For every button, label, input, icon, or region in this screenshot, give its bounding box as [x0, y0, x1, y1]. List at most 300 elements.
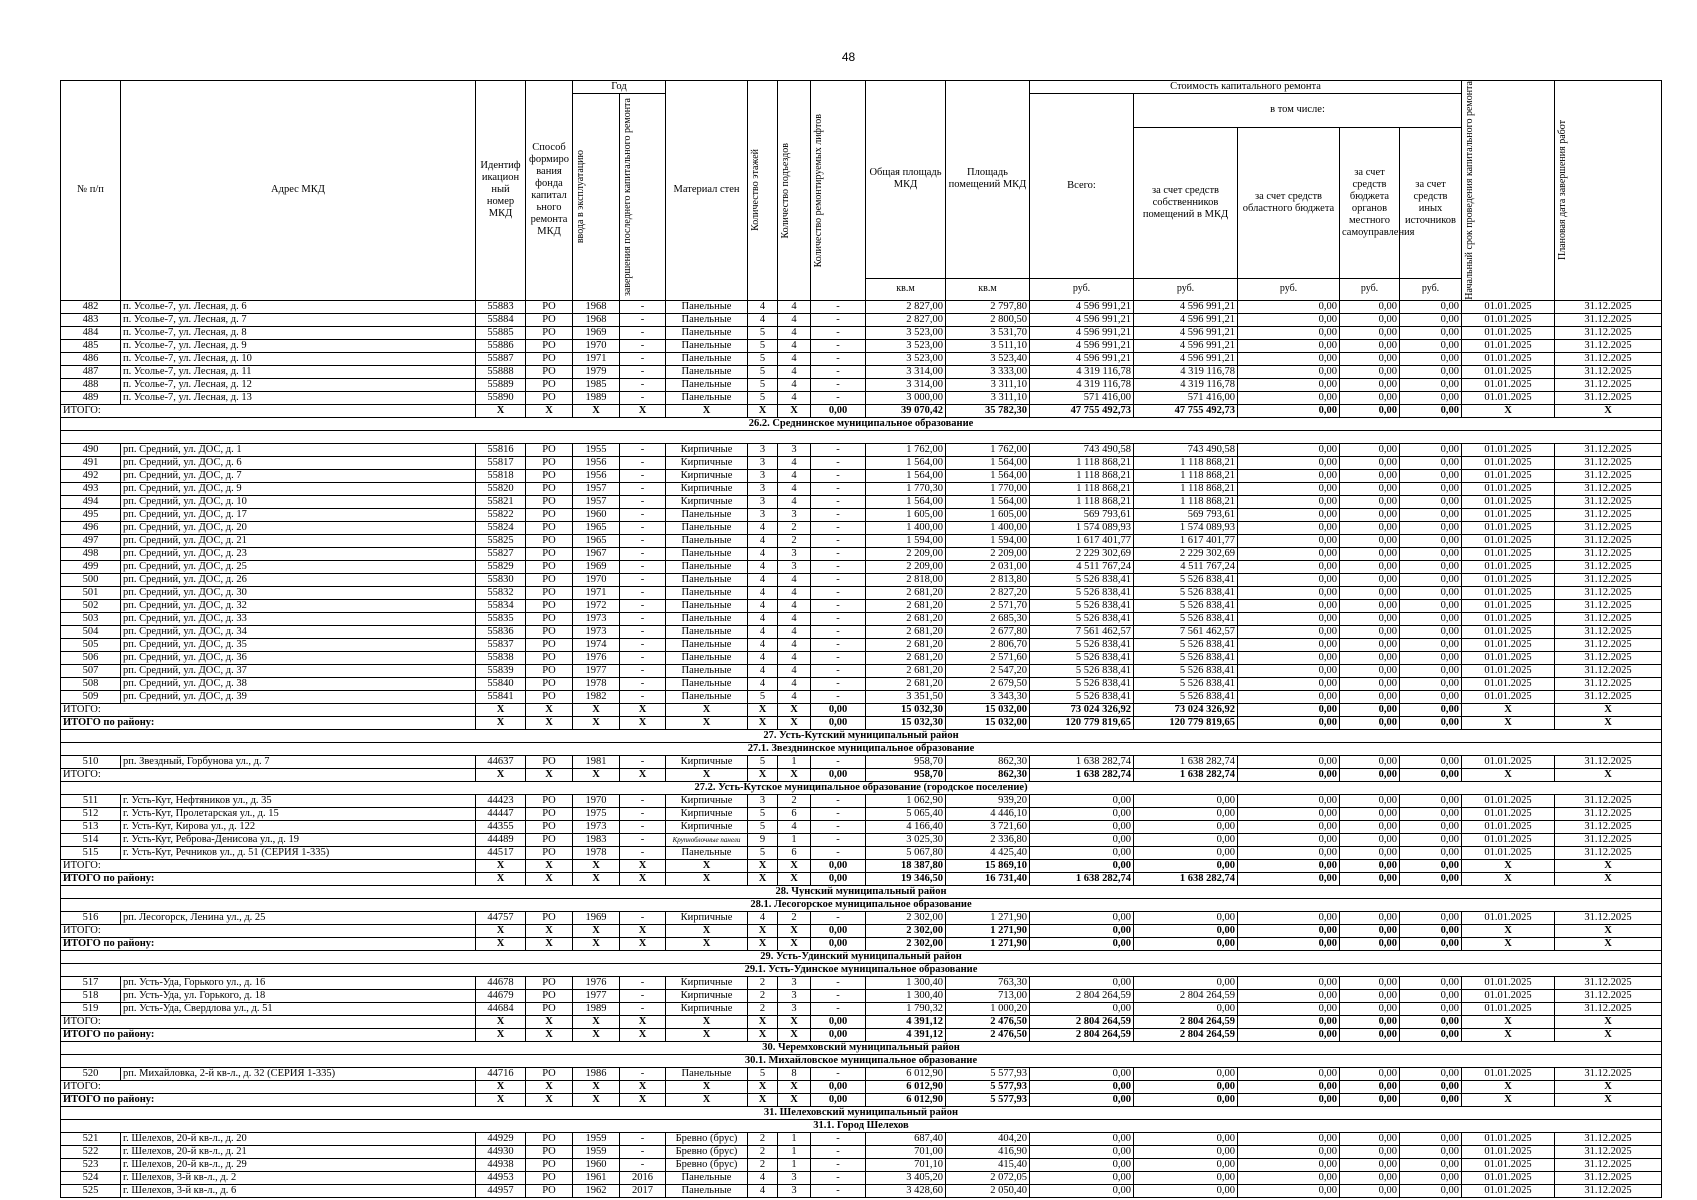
table-cell: - — [811, 313, 866, 326]
table-cell: 503 — [61, 612, 121, 625]
table-cell: 4 596 991,21 — [1030, 339, 1134, 352]
table-cell: РО — [526, 664, 573, 677]
table-cell: 1977 — [573, 989, 620, 1002]
table-cell: - — [811, 1145, 866, 1158]
table-cell: 0,00 — [1340, 859, 1400, 872]
table-cell: 4 — [748, 677, 778, 690]
table-cell: 4 596 991,21 — [1134, 352, 1238, 365]
table-cell: 0,00 — [1340, 703, 1400, 716]
table-cell: 31.12.2025 — [1555, 534, 1662, 547]
table-cell: 743 490,58 — [1134, 443, 1238, 456]
table-cell: 0,00 — [1400, 404, 1462, 417]
table-cell: 1 271,90 — [946, 937, 1030, 950]
table-cell: 1 617 401,77 — [1030, 534, 1134, 547]
table-cell: г. Усть-Кут, Нефтяников ул., д. 35 — [121, 794, 476, 807]
table-cell: 2 681,20 — [866, 586, 946, 599]
table-cell: - — [620, 1158, 666, 1171]
table-cell: 27. Усть-Кутский муниципальный район — [61, 729, 1662, 742]
table-cell: - — [811, 1002, 866, 1015]
table-cell: X — [1555, 1015, 1662, 1028]
table-cell: 1 638 282,74 — [1134, 768, 1238, 781]
table-cell: 5 577,93 — [946, 1067, 1030, 1080]
table-cell: 3 523,40 — [946, 352, 1030, 365]
table-cell: РО — [526, 1158, 573, 1171]
table-cell: X — [620, 1028, 666, 1041]
table-cell: 4 — [748, 560, 778, 573]
unit-cost-total: руб. — [1030, 278, 1134, 300]
table-cell: 3 333,00 — [946, 365, 1030, 378]
table-row — [61, 677, 1662, 690]
table-cell: 3 — [778, 547, 811, 560]
table-cell: 4 — [778, 352, 811, 365]
table-cell: 0,00 — [1238, 989, 1340, 1002]
col-cost-local: за счет средств бюджета органов местного самоуправления — [1340, 127, 1400, 278]
table-cell: РО — [526, 1132, 573, 1145]
table-cell: 2 547,20 — [946, 664, 1030, 677]
table-cell: 31.12.2025 — [1555, 313, 1662, 326]
table-cell: 4 — [778, 820, 811, 833]
table-cell: 0,00 — [1400, 768, 1462, 781]
table-cell: X — [1462, 703, 1555, 716]
table-cell: 1973 — [573, 820, 620, 833]
table-cell: 2 827,00 — [866, 300, 946, 313]
table-cell: 0,00 — [1400, 976, 1462, 989]
table-cell: 5 526 838,41 — [1030, 690, 1134, 703]
table-cell: 0,00 — [1340, 937, 1400, 950]
table-cell: 4 — [778, 638, 811, 651]
table-cell: 0,00 — [1400, 1080, 1462, 1093]
table-cell: X — [1462, 1080, 1555, 1093]
table-cell: 2 072,05 — [946, 1171, 1030, 1184]
table-cell: - — [620, 547, 666, 560]
table-cell: 2 797,80 — [946, 300, 1030, 313]
table-cell: 0,00 — [1400, 521, 1462, 534]
table-cell: 0,00 — [1238, 1028, 1340, 1041]
table-cell: 01.01.2025 — [1462, 690, 1555, 703]
table-cell: 2 685,30 — [946, 612, 1030, 625]
table-cell: 2 681,20 — [866, 651, 946, 664]
table-cell: 3 — [748, 495, 778, 508]
table-cell: - — [620, 391, 666, 404]
table-cell: 5 526 838,41 — [1030, 664, 1134, 677]
table-cell: 1970 — [573, 339, 620, 352]
table-cell: 3 523,00 — [866, 339, 946, 352]
table-cell: Кирпичные — [666, 456, 748, 469]
table-cell: 0,00 — [1238, 547, 1340, 560]
table-cell: рп. Средний, ул. ДОС, д. 30 — [121, 586, 476, 599]
table-cell: 0,00 — [1134, 976, 1238, 989]
table-cell: РО — [526, 625, 573, 638]
table-cell: Бревно (брус) — [666, 1145, 748, 1158]
table-cell: 0,00 — [1340, 820, 1400, 833]
col-year: Год — [573, 81, 666, 94]
table-cell: 31.12.2025 — [1555, 625, 1662, 638]
table-cell: 0,00 — [1238, 521, 1340, 534]
table-cell: 1981 — [573, 755, 620, 768]
table-cell: 01.01.2025 — [1462, 833, 1555, 846]
table-cell: X — [476, 768, 526, 781]
table-cell: 0,00 — [1340, 872, 1400, 885]
table-cell: 5 577,93 — [946, 1093, 1030, 1106]
table-cell: - — [620, 755, 666, 768]
table-row — [61, 651, 1662, 664]
table-cell: X — [620, 1093, 666, 1106]
table-cell: 4 — [748, 638, 778, 651]
table-cell: 4 511 767,24 — [1030, 560, 1134, 573]
table-cell: 0,00 — [1134, 1067, 1238, 1080]
table-row — [61, 911, 1662, 924]
table-cell: 0,00 — [1400, 690, 1462, 703]
table-cell: 514 — [61, 833, 121, 846]
table-cell: 0,00 — [1340, 443, 1400, 456]
table-cell: 1986 — [573, 1067, 620, 1080]
table-cell: X — [748, 703, 778, 716]
table-row — [61, 690, 1662, 703]
table-cell: 494 — [61, 495, 121, 508]
table-cell: 743 490,58 — [1030, 443, 1134, 456]
table-cell: рп. Средний, ул. ДОС, д. 7 — [121, 469, 476, 482]
table-cell: РО — [526, 1067, 573, 1080]
table-cell: 01.01.2025 — [1462, 794, 1555, 807]
table-cell: 44684 — [476, 1002, 526, 1015]
table-cell: РО — [526, 326, 573, 339]
table-cell: 1967 — [573, 547, 620, 560]
table-cell: - — [620, 469, 666, 482]
table-cell: 490 — [61, 443, 121, 456]
table-cell: - — [811, 378, 866, 391]
table-row — [61, 976, 1662, 989]
table-cell: 0,00 — [811, 716, 866, 729]
table-cell: 508 — [61, 677, 121, 690]
table-cell: рп. Средний, ул. ДОС, д. 10 — [121, 495, 476, 508]
table-cell: 47 755 492,73 — [1134, 404, 1238, 417]
table-cell: 939,20 — [946, 794, 1030, 807]
table-cell: 0,00 — [811, 859, 866, 872]
table-cell: 1 118 868,21 — [1134, 482, 1238, 495]
table-cell: 2 804 264,59 — [1134, 1028, 1238, 1041]
table-cell: 31.12.2025 — [1555, 508, 1662, 521]
table-cell: 1962 — [573, 1184, 620, 1197]
table-cell: 1 400,00 — [946, 521, 1030, 534]
section-heading-row — [61, 417, 1662, 430]
col-entrances-label: Количество подъездов — [780, 142, 791, 239]
table-cell: 519 — [61, 1002, 121, 1015]
table-cell: 1 605,00 — [866, 508, 946, 521]
section-heading-row — [61, 1106, 1662, 1119]
table-cell: 2017 — [620, 1184, 666, 1197]
table-cell: 498 — [61, 547, 121, 560]
table-cell: X — [778, 1080, 811, 1093]
table-cell: 4 — [778, 456, 811, 469]
table-cell: 44489 — [476, 833, 526, 846]
col-cost-regional: за счет средств областного бюджета — [1238, 127, 1340, 278]
table-cell: 2 — [778, 911, 811, 924]
table-cell: рп. Средний, ул. ДОС, д. 36 — [121, 651, 476, 664]
table-cell: 28.1. Лесогорское муниципальное образование — [61, 898, 1662, 911]
table-cell: 0,00 — [1030, 1132, 1134, 1145]
table-cell: X — [666, 703, 748, 716]
table-cell: 15 032,00 — [946, 716, 1030, 729]
table-cell: ИТОГО: — [61, 924, 476, 937]
table-cell: 0,00 — [1400, 1145, 1462, 1158]
table-cell: X — [666, 937, 748, 950]
table-cell: 1957 — [573, 495, 620, 508]
table-cell: 31.12.2025 — [1555, 833, 1662, 846]
table-cell: 3 311,10 — [946, 378, 1030, 391]
unit-cost-local: руб. — [1340, 278, 1400, 300]
table-cell: 44957 — [476, 1184, 526, 1197]
table-cell: 0,00 — [1238, 690, 1340, 703]
table-cell: 2 — [748, 1132, 778, 1145]
table-cell: 0,00 — [1238, 1080, 1340, 1093]
table-cell: 1969 — [573, 911, 620, 924]
table-cell: 1 762,00 — [866, 443, 946, 456]
table-cell: - — [811, 508, 866, 521]
table-cell: 0,00 — [1400, 560, 1462, 573]
table-cell: 31.12.2025 — [1555, 560, 1662, 573]
table-body — [61, 300, 1662, 1197]
table-cell: 4 319 116,78 — [1134, 378, 1238, 391]
table-cell: - — [620, 976, 666, 989]
table-cell: - — [811, 846, 866, 859]
table-cell: X — [620, 859, 666, 872]
table-cell: 01.01.2025 — [1462, 352, 1555, 365]
table-cell: 0,00 — [1030, 833, 1134, 846]
table-cell: 5 526 838,41 — [1134, 677, 1238, 690]
table-cell: X — [666, 1015, 748, 1028]
table-cell: 2 681,20 — [866, 638, 946, 651]
table-row — [61, 807, 1662, 820]
table-cell: 2 209,00 — [946, 547, 1030, 560]
table-cell: 31.12.2025 — [1555, 1171, 1662, 1184]
table-cell: г. Усть-Кут, Пролетарская ул., д. 15 — [121, 807, 476, 820]
col-cost: Стоимость капитального ремонта — [1030, 81, 1462, 94]
table-cell: 4 — [748, 300, 778, 313]
table-cell: 55816 — [476, 443, 526, 456]
table-cell: 5 526 838,41 — [1030, 573, 1134, 586]
table-cell: 2 804 264,59 — [1134, 989, 1238, 1002]
table-cell: 2 209,00 — [866, 547, 946, 560]
table-cell: 01.01.2025 — [1462, 547, 1555, 560]
table-cell: 0,00 — [1134, 1132, 1238, 1145]
table-cell: г. Шелехов, 20-й кв-л., д. 20 — [121, 1132, 476, 1145]
table-cell: 1 564,00 — [946, 456, 1030, 469]
table-cell: 493 — [61, 482, 121, 495]
table-cell: 0,00 — [1400, 482, 1462, 495]
table-row — [61, 612, 1662, 625]
table-cell: X — [573, 859, 620, 872]
table-cell: 2 476,50 — [946, 1015, 1030, 1028]
table-cell: 3 — [748, 469, 778, 482]
table-cell: 517 — [61, 976, 121, 989]
table-cell: 0,00 — [1400, 937, 1462, 950]
table-cell: 0,00 — [1340, 599, 1400, 612]
table-cell: - — [620, 339, 666, 352]
table-cell: 4 — [748, 547, 778, 560]
table-cell: 5 — [748, 690, 778, 703]
page-number: 48 — [841, 50, 856, 64]
table-cell: - — [811, 521, 866, 534]
table-cell: - — [811, 586, 866, 599]
table-cell: 3 — [748, 456, 778, 469]
table-cell: 31.12.2025 — [1555, 989, 1662, 1002]
table-cell: 1 400,00 — [866, 521, 946, 534]
table-cell: 0,00 — [1030, 1093, 1134, 1106]
subtotal-row — [61, 404, 1662, 417]
table-cell: 0,00 — [1340, 794, 1400, 807]
table-cell: 9 — [748, 833, 778, 846]
table-cell: 0,00 — [1340, 625, 1400, 638]
table-cell: 505 — [61, 638, 121, 651]
table-cell: X — [1462, 937, 1555, 950]
table-cell: 1 300,40 — [866, 976, 946, 989]
table-cell: 01.01.2025 — [1462, 1132, 1555, 1145]
table-cell: 4 — [748, 612, 778, 625]
district-total-row — [61, 716, 1662, 729]
table-cell: 0,00 — [1134, 820, 1238, 833]
table-row — [61, 664, 1662, 677]
table-cell: 0,00 — [1340, 1171, 1400, 1184]
table-cell: 1970 — [573, 573, 620, 586]
table-cell: 4 596 991,21 — [1134, 339, 1238, 352]
section-heading-row — [61, 963, 1662, 976]
table-cell: X — [748, 1028, 778, 1041]
table-cell: 1 564,00 — [946, 469, 1030, 482]
table-cell: 2 679,50 — [946, 677, 1030, 690]
table-cell: 0,00 — [1340, 1002, 1400, 1015]
table-cell: 2 681,20 — [866, 612, 946, 625]
table-cell: 2 — [748, 989, 778, 1002]
table-cell: - — [811, 677, 866, 690]
table-cell: X — [620, 703, 666, 716]
table-cell: п. Усолье-7, ул. Лесная, д. 7 — [121, 313, 476, 326]
table-cell: 55886 — [476, 339, 526, 352]
table-cell: 0,00 — [1340, 612, 1400, 625]
table-cell: ИТОГО по району: — [61, 872, 476, 885]
table-cell: 0,00 — [1400, 599, 1462, 612]
table-cell: 1956 — [573, 456, 620, 469]
table-cell: 01.01.2025 — [1462, 1145, 1555, 1158]
table-cell: - — [620, 638, 666, 651]
table-cell: 31.12.2025 — [1555, 651, 1662, 664]
table-cell: - — [811, 326, 866, 339]
table-cell: 1 617 401,77 — [1134, 534, 1238, 547]
table-cell: п. Усолье-7, ул. Лесная, д. 13 — [121, 391, 476, 404]
table-cell: 0,00 — [1238, 1132, 1340, 1145]
table-cell: 0,00 — [1340, 664, 1400, 677]
table-cell: РО — [526, 1171, 573, 1184]
subtotal-row — [61, 924, 1662, 937]
table-cell: 0,00 — [1238, 1171, 1340, 1184]
table-cell: 0,00 — [1340, 924, 1400, 937]
table-cell: РО — [526, 690, 573, 703]
table-cell: 862,30 — [946, 768, 1030, 781]
table-cell: РО — [526, 521, 573, 534]
table-cell: 0,00 — [1400, 651, 1462, 664]
table-cell: X — [526, 768, 573, 781]
table-cell: 0,00 — [1238, 638, 1340, 651]
table-cell: РО — [526, 352, 573, 365]
table-cell: X — [620, 1015, 666, 1028]
col-lifts — [811, 81, 866, 301]
blank-cell — [61, 430, 1662, 443]
table-cell: 0,00 — [1340, 807, 1400, 820]
table-cell: 0,00 — [1238, 352, 1340, 365]
table-cell: 55829 — [476, 560, 526, 573]
table-cell: РО — [526, 794, 573, 807]
district-total-row — [61, 1093, 1662, 1106]
table-cell: X — [748, 937, 778, 950]
table-cell: 0,00 — [1340, 976, 1400, 989]
table-cell: 0,00 — [1030, 859, 1134, 872]
table-cell: - — [620, 599, 666, 612]
table-cell: 0,00 — [1340, 1080, 1400, 1093]
table-cell: - — [620, 651, 666, 664]
table-cell: 55887 — [476, 352, 526, 365]
table-cell: - — [620, 482, 666, 495]
table-cell: X — [620, 1080, 666, 1093]
table-cell: 1985 — [573, 378, 620, 391]
table-cell: 01.01.2025 — [1462, 378, 1555, 391]
table-cell: 1 271,90 — [946, 911, 1030, 924]
table-cell: 507 — [61, 664, 121, 677]
table-cell: 518 — [61, 989, 121, 1002]
table-cell: 2 804 264,59 — [1030, 989, 1134, 1002]
table-cell: 4 511 767,24 — [1134, 560, 1238, 573]
table-cell: 3 314,00 — [866, 378, 946, 391]
table-cell: 44423 — [476, 794, 526, 807]
table-cell: ИТОГО по району: — [61, 1028, 476, 1041]
table-cell: - — [811, 469, 866, 482]
table-cell: Панельные — [666, 651, 748, 664]
table-cell: рп. Средний, ул. ДОС, д. 37 — [121, 664, 476, 677]
table-cell: РО — [526, 755, 573, 768]
table-row — [61, 339, 1662, 352]
table-cell: X — [748, 924, 778, 937]
table-cell: 01.01.2025 — [1462, 443, 1555, 456]
table-cell: г. Усть-Кут, Кирова ул., д. 122 — [121, 820, 476, 833]
table-cell: РО — [526, 651, 573, 664]
table-cell: 47 755 492,73 — [1030, 404, 1134, 417]
table-cell: 1 118 868,21 — [1030, 469, 1134, 482]
table-cell: 484 — [61, 326, 121, 339]
table-cell: рп. Усть-Уда, ул. Горького, д. 18 — [121, 989, 476, 1002]
table-cell: 496 — [61, 521, 121, 534]
table-cell: 0,00 — [1134, 859, 1238, 872]
table-cell: 30. Черемховский муниципальный район — [61, 1041, 1662, 1054]
table-cell: 1 118 868,21 — [1134, 495, 1238, 508]
table-cell: 31.12.2025 — [1555, 339, 1662, 352]
table-cell: 1979 — [573, 365, 620, 378]
subtotal-row — [61, 1015, 1662, 1028]
table-cell: 0,00 — [1340, 521, 1400, 534]
table-cell: 2 827,20 — [946, 586, 1030, 599]
table-cell: 2 571,70 — [946, 599, 1030, 612]
table-cell: рп. Средний, ул. ДОС, д. 34 — [121, 625, 476, 638]
table-cell: 4 596 991,21 — [1134, 326, 1238, 339]
table-cell: 3 — [778, 1171, 811, 1184]
table-cell: X — [1555, 1028, 1662, 1041]
table-cell: - — [811, 495, 866, 508]
table-cell: 01.01.2025 — [1462, 391, 1555, 404]
col-cost-total: Всего: — [1030, 94, 1134, 279]
table-cell: 0,00 — [1134, 1080, 1238, 1093]
table-cell: 0,00 — [1340, 378, 1400, 391]
table-cell: г. Шелехов, 3-й кв-л., д. 2 — [121, 1171, 476, 1184]
table-cell: X — [748, 1080, 778, 1093]
table-cell: Панельные — [666, 560, 748, 573]
table-cell: ИТОГО: — [61, 404, 476, 417]
